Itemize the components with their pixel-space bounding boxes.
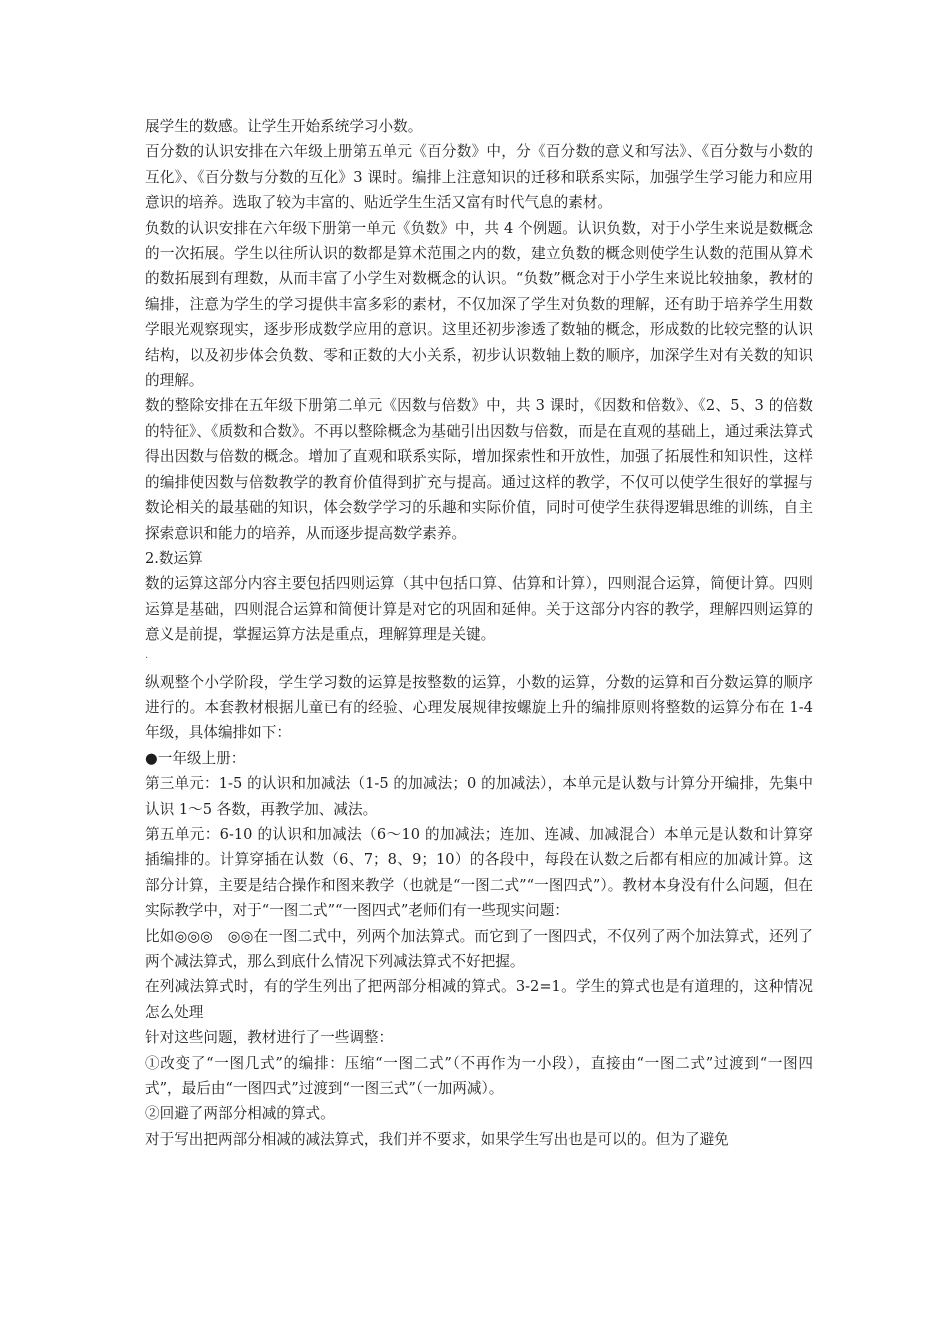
paragraph-operations-content: 数的运算这部分内容主要包括四则运算（其中包括口算、估算和计算），四则混合运算，简便计算。四则运算是基础，四则混合运算和简便计算是对它的巩固和延伸。关于这部分内容的教学，理解四则运算的意义是前提，掌握运算方法是重点，理解算理是关键。 [145,575,813,644]
paragraph-adjustments: 针对这些问题，教材进行了一些调整： [145,1029,394,1047]
paragraph-unit3: 第三单元：1-5 的认识和加减法（1-5 的加减法；0 的加减法），本单元是认数与计算分开编排，先集中认识 1～5 各数，再教学加、减法。 [145,775,813,818]
paragraph-percent: 百分数的认识安排在六年级上册第五单元《百分数》中，分《百分数的意义和写法》、《百分数与小数的互化》、《百分数与分数的互化》3 课时。编排上注意知识的迁移和联系实际，加强学生学习能力和应用意识的培养。选取了较为丰富的、贴近学生生活又富有时代气息的素材。 [145,143,813,212]
paragraph-adjustment-1: ①改变了“一图几式”的编排：压缩“一图二式”（不再作为一小段），直接由“一图二式”过渡到“一图四式”，最后由“一图四式”过渡到“一图三式”（一加两减）。 [145,1054,813,1098]
paragraph-overview: 纵观整个小学阶段，学生学习数的运算是按整数的运算，小数的运算，分数的运算和百分数运算的顺序进行的。本套教材根据儿童已有的经验、心理发展规律按螺旋上升的编排原则将整数的运算分布在 1-4 年级，具体编排如下： [145,673,813,742]
dot-marker: · [145,652,149,664]
paragraph-subtraction-issue: 在列减法算式时，有的学生列出了把两部分相减的算式。3-2=1。学生的算式也是有道理的，这种情况怎么处理 [145,978,813,1021]
paragraph-closing: 对于写出把两部分相减的减法算式，我们并不要求，如果学生写出也是可以的。但为了避免 [145,1130,729,1148]
paragraph-negative-numbers: 负数的认识安排在六年级下册第一单元《负数》中，共 4 个例题。认识负数，对于小学生来说是数概念的一次拓展。学生以往所认识的数都是算术范围之内的数，建立负数的概念则使学生认数的范围从算术的数拓展到有理数，从而丰富了小学生对数概念的认识。“负数”概念对于小学生来说比较抽象，教材的编排，注意为学生的学习提供丰富多彩的素材，不仅加深了学生对负数的理解，还有助于培养学生用数学眼光观察现实，逐步形成数学应用的意识。这里还初步渗透了数轴的概念，形成数的比较完整的认识结构，以及初步体会负数、零和正数的大小关系，初步认识数轴上数的顺序，加深学生对有关数的知识的理解。 [145,219,813,390]
section-heading-operations: 2.数运算 [145,549,203,567]
paragraph-unit5: 第五单元：6-10 的认识和加减法（6～10 的加减法；连加、连减、加减混合）本单元是认数和计算穿插编排的。计算穿插在认数（6、7；8、9；10）的各段中，每段在认数之后都有相应的加减计算。这部分计算，主要是结合操作和图来教学（也就是“一图二式”“一图四式”）。教材本身没有什么问题，但在实际教学中，对于“一图二式”“一图四式”老师们有一些现实问题： [145,825,813,920]
paragraph-divisibility: 数的整除安排在五年级下册第二单元《因数与倍数》中，共 3 课时，《因数和倍数》、《2、5、3 的倍数的特征》、《质数和合数》。不再以整除概念为基础引出因数与倍数，而是在直观的基础上，通过乘法算式得出因数与倍数的概念。增加了直观和联系实际，增加探索性和开放性，加强了拓展性和知识性，这样的编排使因数与倍数教学的教育价值得到扩充与提高。通过这样的教学，不仅可以使学生很好的掌握与数论相关的最基础的知识，体会数学学习的乐趣和实际价值，同时可使学生获得逻辑思维的训练，自主探索意识和能力的培养，从而逐步提高数学素养。 [145,397,813,542]
document-page [145,114,813,1152]
paragraph-adjustment-2: ②回避了两部分相减的算式。 [145,1105,335,1123]
paragraph-example: 比如◎◎◎ ◎◎在一图二式中，列两个加法算式。而它到了一图四式，不仅列了两个加法算式，还列了两个减法算式，那么到底什么情况下列减法算式不好把握。 [145,927,813,970]
paragraph-intro: 展学生的数感。让学生开始系统学习小数。 [145,118,423,135]
paragraph-grade1-heading: ●一年级上册： [145,749,246,767]
